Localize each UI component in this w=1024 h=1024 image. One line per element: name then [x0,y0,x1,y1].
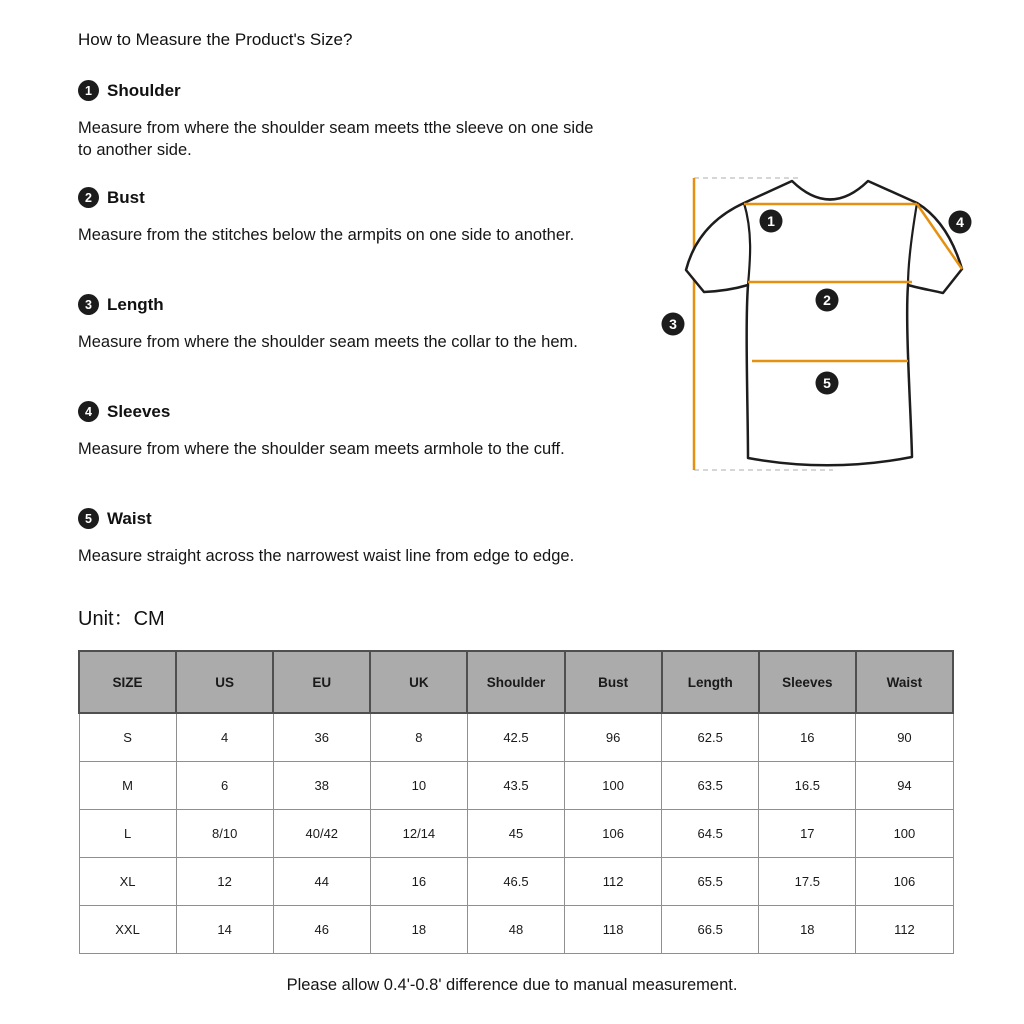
col-header-waist: Waist [856,651,953,713]
cell: 48 [467,906,564,954]
cell: 36 [273,713,370,762]
col-header-length: Length [662,651,759,713]
cell: 8 [370,713,467,762]
number-badge-3: 3 [78,294,99,315]
measurement-note: Please allow 0.4'-0.8' difference due to manual measurement. [286,976,738,994]
section-label-sleeves: Sleeves [107,401,171,421]
section-heading-waist [78,508,152,529]
cell: 46.5 [467,858,564,906]
cell: 63.5 [662,762,759,810]
cell: 4 [176,713,273,762]
cell: 100 [856,810,953,858]
cell: 46 [273,906,370,954]
cell: 118 [565,906,662,954]
cell: 18 [370,906,467,954]
cell: 112 [565,858,662,906]
svg-text:2: 2 [823,292,831,308]
cell: L [79,810,176,858]
section-desc-waist: Measure straight across the narrowest waist line from edge to edge. [78,547,575,565]
size-table-header-row [79,651,953,713]
number-badge-1: 1 [78,80,99,101]
section-heading-sleeves [78,401,170,422]
cell: 17.5 [759,858,856,906]
section-label-length: Length [107,294,164,314]
col-header-sleeves: Sleeves [759,651,856,713]
diagram-marker-1 [760,210,783,233]
col-header-eu: EU [273,651,370,713]
section-label-waist: Waist [107,508,152,528]
cell: 100 [565,762,662,810]
col-header-us: US [176,651,273,713]
cell: 8/10 [176,810,273,858]
svg-text:1: 1 [767,213,775,229]
cell: 17 [759,810,856,858]
cell: 16.5 [759,762,856,810]
table-row-m [79,762,953,810]
diagram-marker-2 [816,289,839,312]
svg-text:5: 5 [823,375,831,391]
number-badge-4: 4 [78,401,99,422]
cell: M [79,762,176,810]
cell: XL [79,858,176,906]
cell: XXL [79,906,176,954]
cell: 12 [176,858,273,906]
cell: 94 [856,762,953,810]
table-row-xl [79,858,953,906]
cell: 106 [565,810,662,858]
cell: 14 [176,906,273,954]
number-badge-5: 5 [78,508,99,529]
col-header-bust: Bust [565,651,662,713]
cell: 62.5 [662,713,759,762]
cell: 44 [273,858,370,906]
section-heading-length [78,294,164,315]
table-row-s [79,713,953,762]
table-row-l [79,810,953,858]
cell: 66.5 [662,906,759,954]
col-header-shoulder: Shoulder [467,651,564,713]
size-table [78,650,954,954]
cell: 112 [856,906,953,954]
cell: 40/42 [273,810,370,858]
diagram-marker-3 [662,313,685,336]
cell: 38 [273,762,370,810]
svg-text:3: 3 [669,316,677,332]
section-desc-bust: Measure from the stitches below the armpits on one side to another. [78,226,575,244]
svg-text:4: 4 [956,214,964,230]
cell: 16 [370,858,467,906]
cell: 10 [370,762,467,810]
col-header-size: SIZE [79,651,176,713]
section-desc-length: Measure from where the shoulder seam meets the collar to the hem. [78,333,578,351]
section-heading-shoulder [78,80,181,101]
cell: 90 [856,713,953,762]
cell: 43.5 [467,762,564,810]
section-label-bust: Bust [107,187,145,207]
cell: 42.5 [467,713,564,762]
diagram-marker-5 [816,372,839,395]
cell: 6 [176,762,273,810]
cell: 12/14 [370,810,467,858]
number-badge-2: 2 [78,187,99,208]
section-heading-bust [78,187,145,208]
unit-label: Unit：CM [78,608,165,630]
section-desc-sleeves: Measure from where the shoulder seam meets armhole to the cuff. [78,440,565,458]
cell: 106 [856,858,953,906]
tshirt-outline [686,181,962,465]
cell: 64.5 [662,810,759,858]
diagram-marker-4 [949,211,972,234]
section-desc-shoulder: Measure from where the shoulder seam meets tthe sleeve on one side to another side. [78,119,594,159]
cell: 65.5 [662,858,759,906]
cell: 16 [759,713,856,762]
cell: 96 [565,713,662,762]
section-label-shoulder: Shoulder [107,80,181,100]
cell: 45 [467,810,564,858]
cell: 18 [759,906,856,954]
cell: S [79,713,176,762]
page-title: How to Measure the Product's Size? [78,30,353,49]
col-header-uk: UK [370,651,467,713]
table-row-xxl [79,906,953,954]
tshirt-measurement-diagram [640,160,1024,490]
